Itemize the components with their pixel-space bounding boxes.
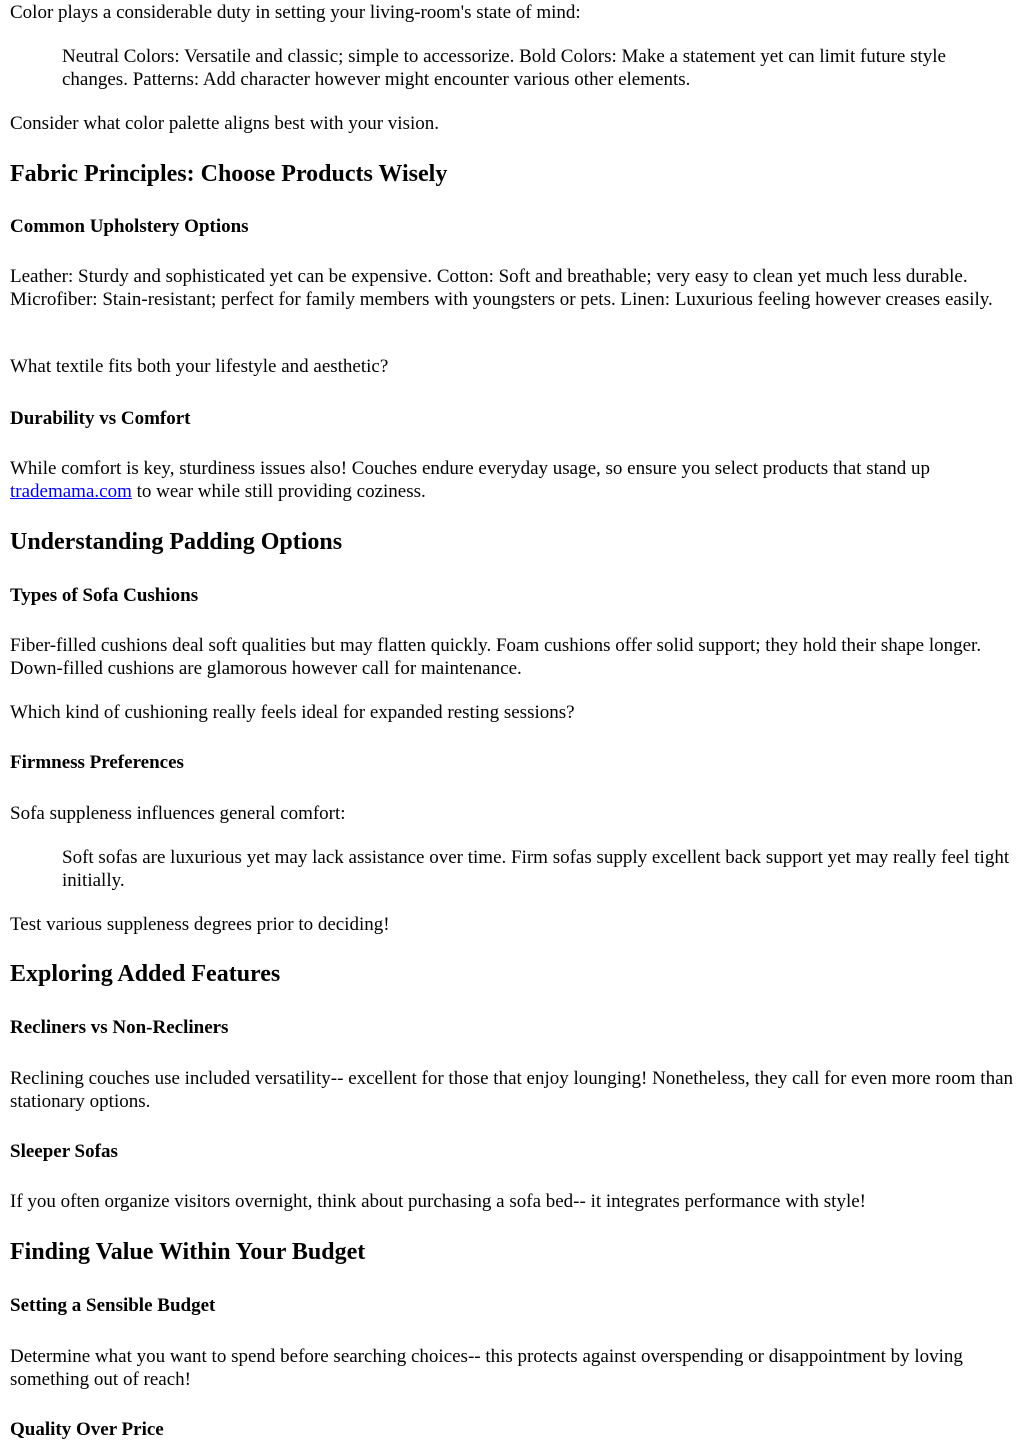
features-heading: Exploring Added Features [10,961,281,987]
cushions-heading: Types of Sofa Cushions [10,585,199,606]
cushions-question: Which kind of cushioning really feels ideal for expanded resting sessions? [10,702,575,723]
sleepers-body: If you often organize visitors overnight, think about purchasing a sofa bed-- it integrates performance with style! [10,1191,866,1212]
color-closing: Consider what color palette aligns best with your vision. [10,113,440,134]
firmness-heading: Firmness Preferences [10,752,184,773]
firmness-list: Soft sofas are luxurious yet may lack assistance over time. Firm sofas supply excellent back support yet may really feel tight initially. [62,847,1010,891]
durability-body [10,457,1014,503]
cushions-body: Fiber-filled cushions deal soft qualities but may flatten quickly. Foam cushions offer solid support; they hold their shape longer. Down-filled cushions are glamorous however call for maintenance. [10,635,982,679]
color-intro: Color plays a considerable duty in setting your living-room's state of mind: [10,2,581,23]
durability-body-before: While comfort is key, sturdiness issues also! Couches endure everyday usage, so ensure you select products that stand up [10,458,931,479]
padding-heading: Understanding Padding Options [10,529,343,555]
sensible-budget-heading: Setting a Sensible Budget [10,1295,216,1316]
durability-heading: Durability vs Comfort [10,408,191,429]
upholstery-body: Leather: Sturdy and sophisticated yet can be expensive. Cotton: Soft and breathable; very easy to clean yet much less durable. Microfiber: Stain-resistant; perfect for family members with youngsters or pets. Linen: Luxurious feeling however creases easily. [10,266,993,310]
durability-body-after: to wear while still providing coziness. [131,481,426,502]
sleepers-heading: Sleeper Sofas [10,1141,118,1162]
firmness-intro: Sofa suppleness influences general comfort: [10,803,346,824]
sensible-budget-body: Determine what you want to spend before searching choices-- this protects against overspending or disappointment by loving something out of reach! [10,1346,963,1390]
color-options-list: Neutral Colors: Versatile and classic; simple to accessorize. Bold Colors: Make a statement yet can limit future style changes. Patterns: Add character however might encounter various other elements. [62,46,946,90]
trademama-link[interactable]: trademama.com [10,481,132,502]
recliners-body: Reclining couches use included versatility-- excellent for those that enjoy lounging! Nonetheless, they call for even more room than stationary options. [10,1068,1014,1112]
fabric-heading: Fabric Principles: Choose Products Wisely [10,161,448,187]
budget-heading: Finding Value Within Your Budget [10,1239,366,1265]
upholstery-heading: Common Upholstery Options [10,216,249,237]
quality-heading: Quality Over Price [10,1419,164,1440]
firmness-closing: Test various suppleness degrees prior to deciding! [10,914,390,935]
upholstery-question: What textile fits both your lifestyle and aesthetic? [10,356,389,377]
recliners-heading: Recliners vs Non-Recliners [10,1017,229,1038]
